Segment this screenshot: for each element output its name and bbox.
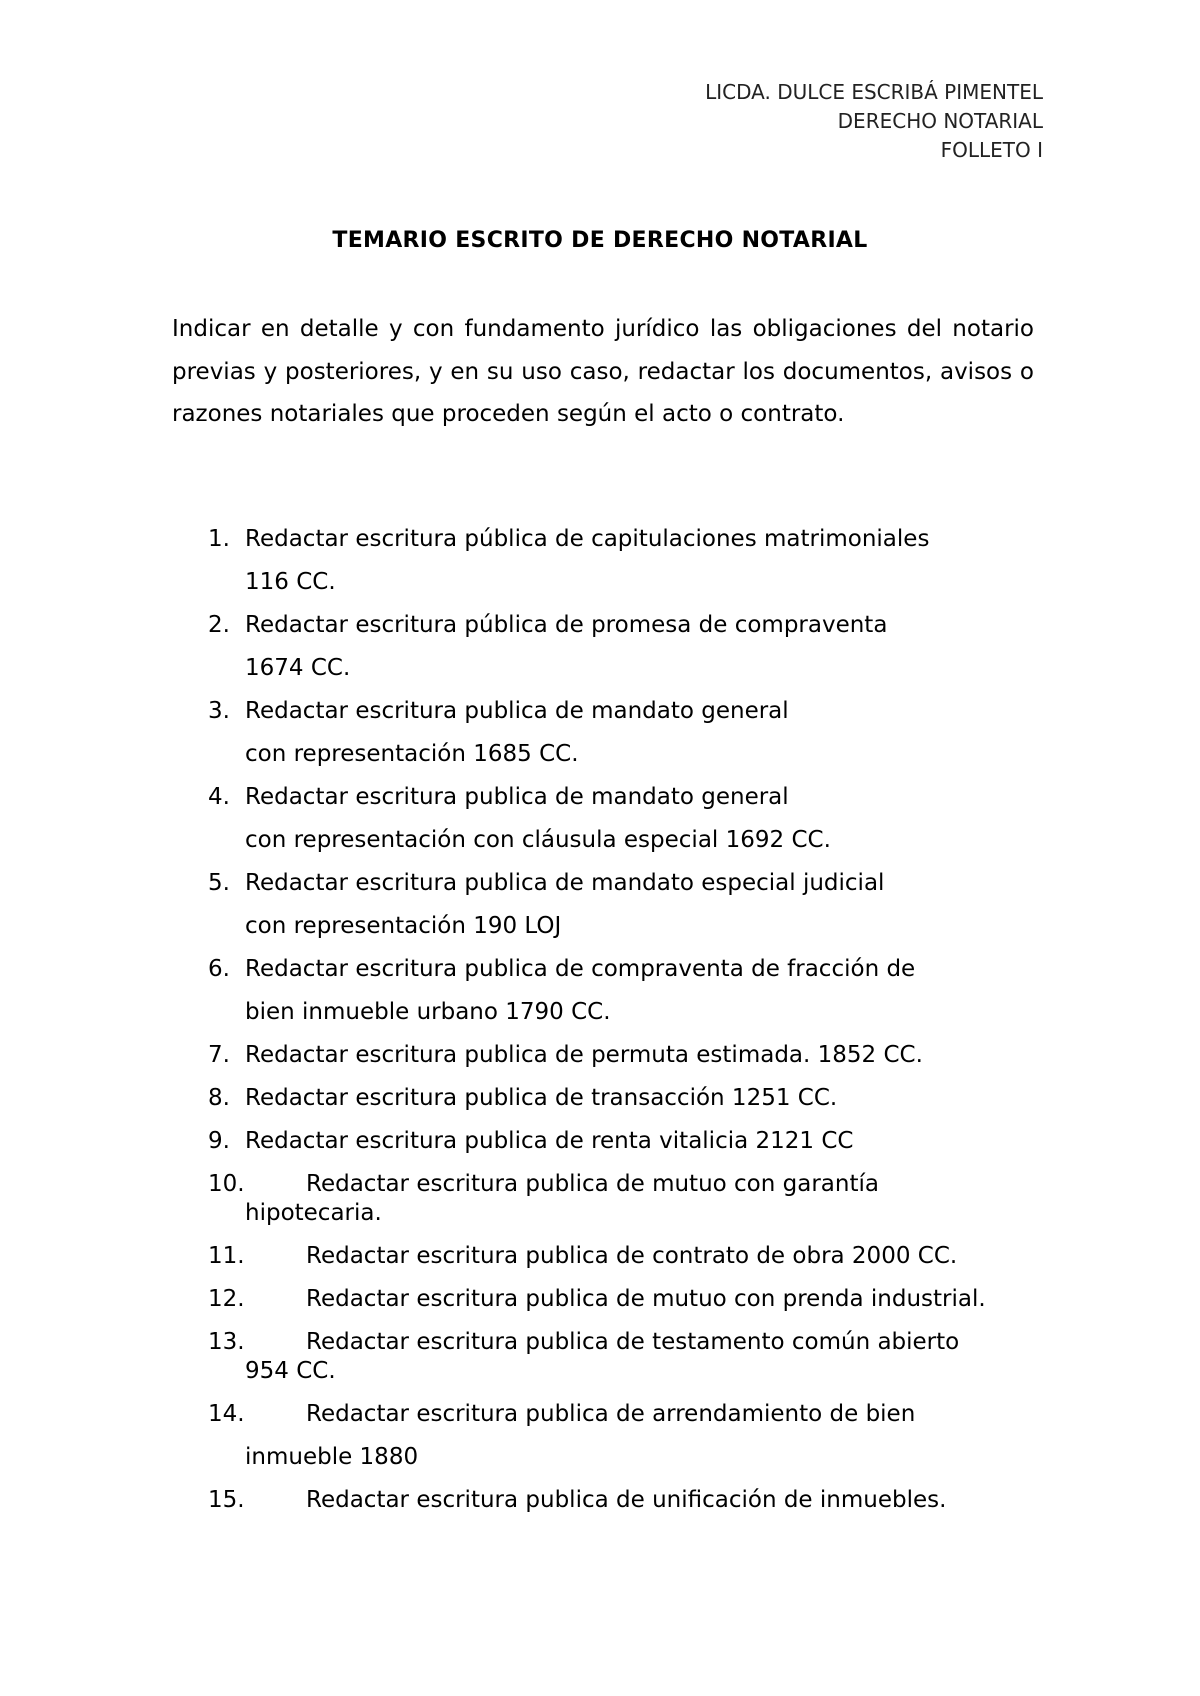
- list-item-number: 7.: [208, 1042, 230, 1068]
- list-item-number: 3.: [208, 698, 230, 724]
- list-item-continuation: bien inmueble urbano 1790 CC.: [245, 999, 611, 1025]
- document-title: TEMARIO ESCRITO DE DERECHO NOTARIAL: [332, 228, 868, 253]
- list-item-text: Redactar escritura publica de arrendamiento de bien: [306, 1401, 916, 1427]
- list-item-continuation: con representación 1685 CC.: [245, 741, 579, 767]
- list-item-number: 1.: [208, 526, 230, 552]
- list-item-number: 9.: [208, 1128, 230, 1154]
- list-item: [208, 526, 1068, 606]
- list-item-continuation: 116 CC.: [245, 569, 336, 595]
- list-item-text: Redactar escritura pública de capitulaciones matrimoniales: [245, 526, 930, 552]
- list-item-continuation: 1674 CC.: [245, 655, 351, 681]
- list-item-text: Redactar escritura publica de contrato de obra 2000 CC.: [306, 1243, 958, 1269]
- list-item: [208, 1401, 1068, 1481]
- list-item: [208, 612, 1068, 692]
- document-header: [705, 78, 1043, 165]
- list-item-number: 8.: [208, 1085, 230, 1111]
- list-item-number: 13.: [208, 1329, 245, 1355]
- list-item-number: 6.: [208, 956, 230, 982]
- header-booklet: FOLLETO I: [940, 138, 1043, 162]
- list-item-text: Redactar escritura publica de mutuo con garantía: [306, 1171, 879, 1197]
- list-item-text: Redactar escritura pública de promesa de compraventa: [245, 612, 888, 638]
- list-item-number: 11.: [208, 1243, 245, 1269]
- list-item-text: Redactar escritura publica de transacción 1251 CC.: [245, 1085, 838, 1111]
- list-item-number: 14.: [208, 1401, 245, 1427]
- list-item: [208, 870, 1068, 950]
- list-item-text: Redactar escritura publica de mandato general: [245, 784, 789, 810]
- list-item-text: Redactar escritura publica de renta vitalicia 2121 CC: [245, 1128, 854, 1154]
- header-subject: DERECHO NOTARIAL: [837, 109, 1043, 133]
- list-item-text: Redactar escritura publica de mutuo con prenda industrial.: [306, 1286, 986, 1312]
- list-item-number: 4.: [208, 784, 230, 810]
- header-author: LICDA. DULCE ESCRIBÁ PIMENTEL: [705, 80, 1043, 104]
- list-item: [208, 956, 1068, 1036]
- list-item-text: Redactar escritura publica de mandato general: [245, 698, 789, 724]
- list-item: [208, 1329, 1068, 1409]
- list-item-number: 15.: [208, 1487, 245, 1513]
- list-item: [208, 1171, 1068, 1251]
- list-item-number: 2.: [208, 612, 230, 638]
- list-item-number: 5.: [208, 870, 230, 896]
- list-item-continuation: con representación con cláusula especial 1692 CC.: [245, 827, 831, 853]
- list-item-text: Redactar escritura publica de compraventa de fracción de: [245, 956, 916, 982]
- list-item-text: Redactar escritura publica de permuta estimada. 1852 CC.: [245, 1042, 923, 1068]
- list-item: [208, 784, 1068, 864]
- list-item: [208, 1487, 1068, 1567]
- list-item: [208, 698, 1068, 778]
- list-item-continuation: 954 CC.: [245, 1358, 336, 1384]
- list-item-continuation: hipotecaria.: [245, 1200, 382, 1226]
- list-item-continuation: inmueble 1880: [245, 1444, 419, 1470]
- list-item-continuation: con representación 190 LOJ: [245, 913, 562, 939]
- intro-paragraph: Indicar en detalle y con fundamento jurídico las obligaciones del notario previas y posteriores, y en su uso caso, redactar los documentos, avisos o razones notariales que proceden según el acto o contrato.: [172, 316, 1034, 427]
- list-item-text: Redactar escritura publica de testamento común abierto: [306, 1329, 960, 1355]
- list-item-number: 10.: [208, 1171, 245, 1197]
- list-item-number: 12.: [208, 1286, 245, 1312]
- list-item-text: Redactar escritura publica de unificación de inmuebles.: [306, 1487, 947, 1513]
- list-item-text: Redactar escritura publica de mandato especial judicial: [245, 870, 885, 896]
